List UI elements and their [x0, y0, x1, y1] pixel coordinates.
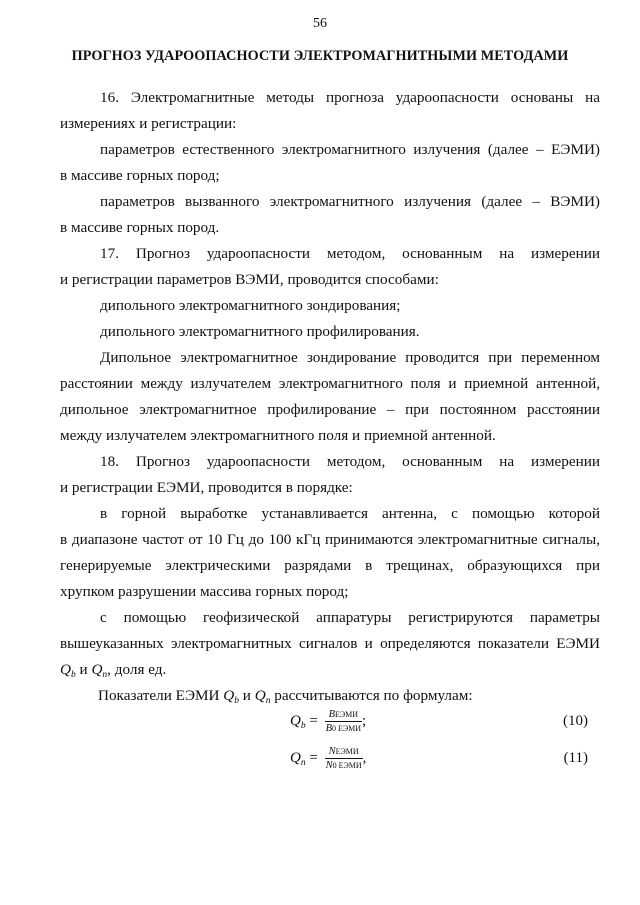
- fraction: [325, 745, 363, 772]
- paragraph-16-line-1: 16. Электромагнитные методы прогноза удароопасности основаны на: [100, 89, 600, 106]
- formula-end: ,: [362, 749, 367, 766]
- numerator-var: N: [328, 746, 336, 757]
- paragraph-17-line-8: между излучателем электромагнитного поля и приемной антенной.: [60, 427, 496, 444]
- conjunction: и: [238, 687, 255, 704]
- paragraph-18-line-8: вышеуказанных электромагнитных сигналов и определяются показатели ЕЭМИ: [60, 635, 600, 652]
- equals-sign: =: [305, 749, 322, 766]
- formula-lhs-sub: b: [300, 720, 306, 731]
- equals-sign: =: [305, 712, 322, 729]
- fraction-numerator: [325, 708, 362, 722]
- var-q: Q: [223, 687, 235, 704]
- paragraph-18-line-5: генерируемые электрическими разрядами в трещинах, образующихся при: [60, 557, 600, 574]
- paragraph-17-line-4: дипольного электромагнитного профилирования.: [100, 323, 420, 340]
- paragraph-18-line-1: 18. Прогноз удароопасности методом, основанным на измерении: [100, 453, 600, 470]
- formula-lhs-var: Q: [290, 712, 301, 729]
- paragraph-18-line-4: в диапазоне частот от 10 Гц до 100 кГц принимаются электромагнитные сигналы,: [60, 531, 600, 548]
- unit-text: , доля ед.: [107, 661, 167, 678]
- subscript-b: b: [70, 670, 76, 680]
- formula-lhs-sub: n: [300, 757, 306, 768]
- section-title: ПРОГНОЗ УДАРООПАСНОСТИ ЭЛЕКТРОМАГНИТНЫМИ МЕТОДАМИ: [71, 48, 569, 64]
- paragraph-18-line-9: [60, 660, 166, 680]
- formula-11: [290, 745, 366, 772]
- fraction: [325, 708, 362, 735]
- formula-10: [290, 708, 366, 735]
- conjunction: и: [75, 661, 92, 678]
- paragraph-16-line-2: измерениях и регистрации:: [60, 115, 237, 132]
- intro-text: Показатели ЕЭМИ: [98, 687, 224, 704]
- var-q: Q: [60, 661, 71, 678]
- subscript-n: n: [102, 670, 108, 680]
- fraction-denominator: [325, 722, 362, 735]
- denominator-sub: 0 ЕЭМИ: [332, 761, 362, 770]
- denominator-var: N: [325, 760, 333, 771]
- formula-end: ;: [362, 712, 367, 729]
- fraction-numerator: [325, 745, 363, 759]
- formula-intro-line: [98, 686, 473, 706]
- paragraph-17-line-7: дипольное электромагнитное профилирование – при постоянном расстоянии: [60, 401, 600, 418]
- numerator-sub: ЕЭМИ: [335, 747, 359, 756]
- paragraph-17-line-1: 17. Прогноз удароопасности методом, основанным на измерении: [100, 245, 600, 262]
- paragraph-18-line-7: с помощью геофизической аппаратуры регистрируются параметры: [100, 609, 600, 626]
- paragraph-16-line-5: параметров вызванного электромагнитного излучения (далее – ВЭМИ): [100, 193, 600, 210]
- var-q: Q: [254, 687, 266, 704]
- equation-number-10: (10): [563, 713, 588, 729]
- var-q: Q: [91, 661, 103, 678]
- numerator-var: B: [328, 709, 335, 720]
- paragraph-17-line-5: Дипольное электромагнитное зондирование проводится при переменном: [100, 349, 600, 366]
- denominator-sub: 0 ЕЭМИ: [331, 724, 362, 733]
- numerator-sub: ЕЭМИ: [334, 710, 359, 719]
- formula-lhs-var: Q: [290, 749, 301, 766]
- paragraph-16-line-4: в массиве горных пород;: [60, 167, 220, 184]
- fraction-denominator: [325, 759, 363, 772]
- page-number: 56: [313, 16, 327, 31]
- paragraph-16-line-6: в массиве горных пород.: [60, 219, 220, 236]
- paragraph-16-line-3: параметров естественного электромагнитного излучения (далее – ЕЭМИ): [100, 141, 600, 158]
- paragraph-18-line-6: хрупком разрушении массива горных пород;: [60, 583, 349, 600]
- subscript-b: b: [234, 696, 239, 706]
- paragraph-17-line-2: и регистрации параметров ВЭМИ, проводится способами:: [60, 271, 439, 288]
- subscript-n: n: [265, 696, 271, 706]
- intro-tail: рассчитываются по формулам:: [270, 687, 473, 704]
- paragraph-17-line-6: расстоянии между излучателем электромагнитного поля и приемной антенной,: [60, 375, 600, 392]
- paragraph-18-line-2: и регистрации ЕЭМИ, проводится в порядке:: [60, 479, 353, 496]
- paragraph-17-line-3: дипольного электромагнитного зондирования;: [100, 297, 401, 314]
- paragraph-18-line-3: в горной выработке устанавливается антенна, с помощью которой: [100, 505, 600, 522]
- equation-number-11: (11): [563, 750, 588, 766]
- denominator-var: B: [325, 723, 332, 734]
